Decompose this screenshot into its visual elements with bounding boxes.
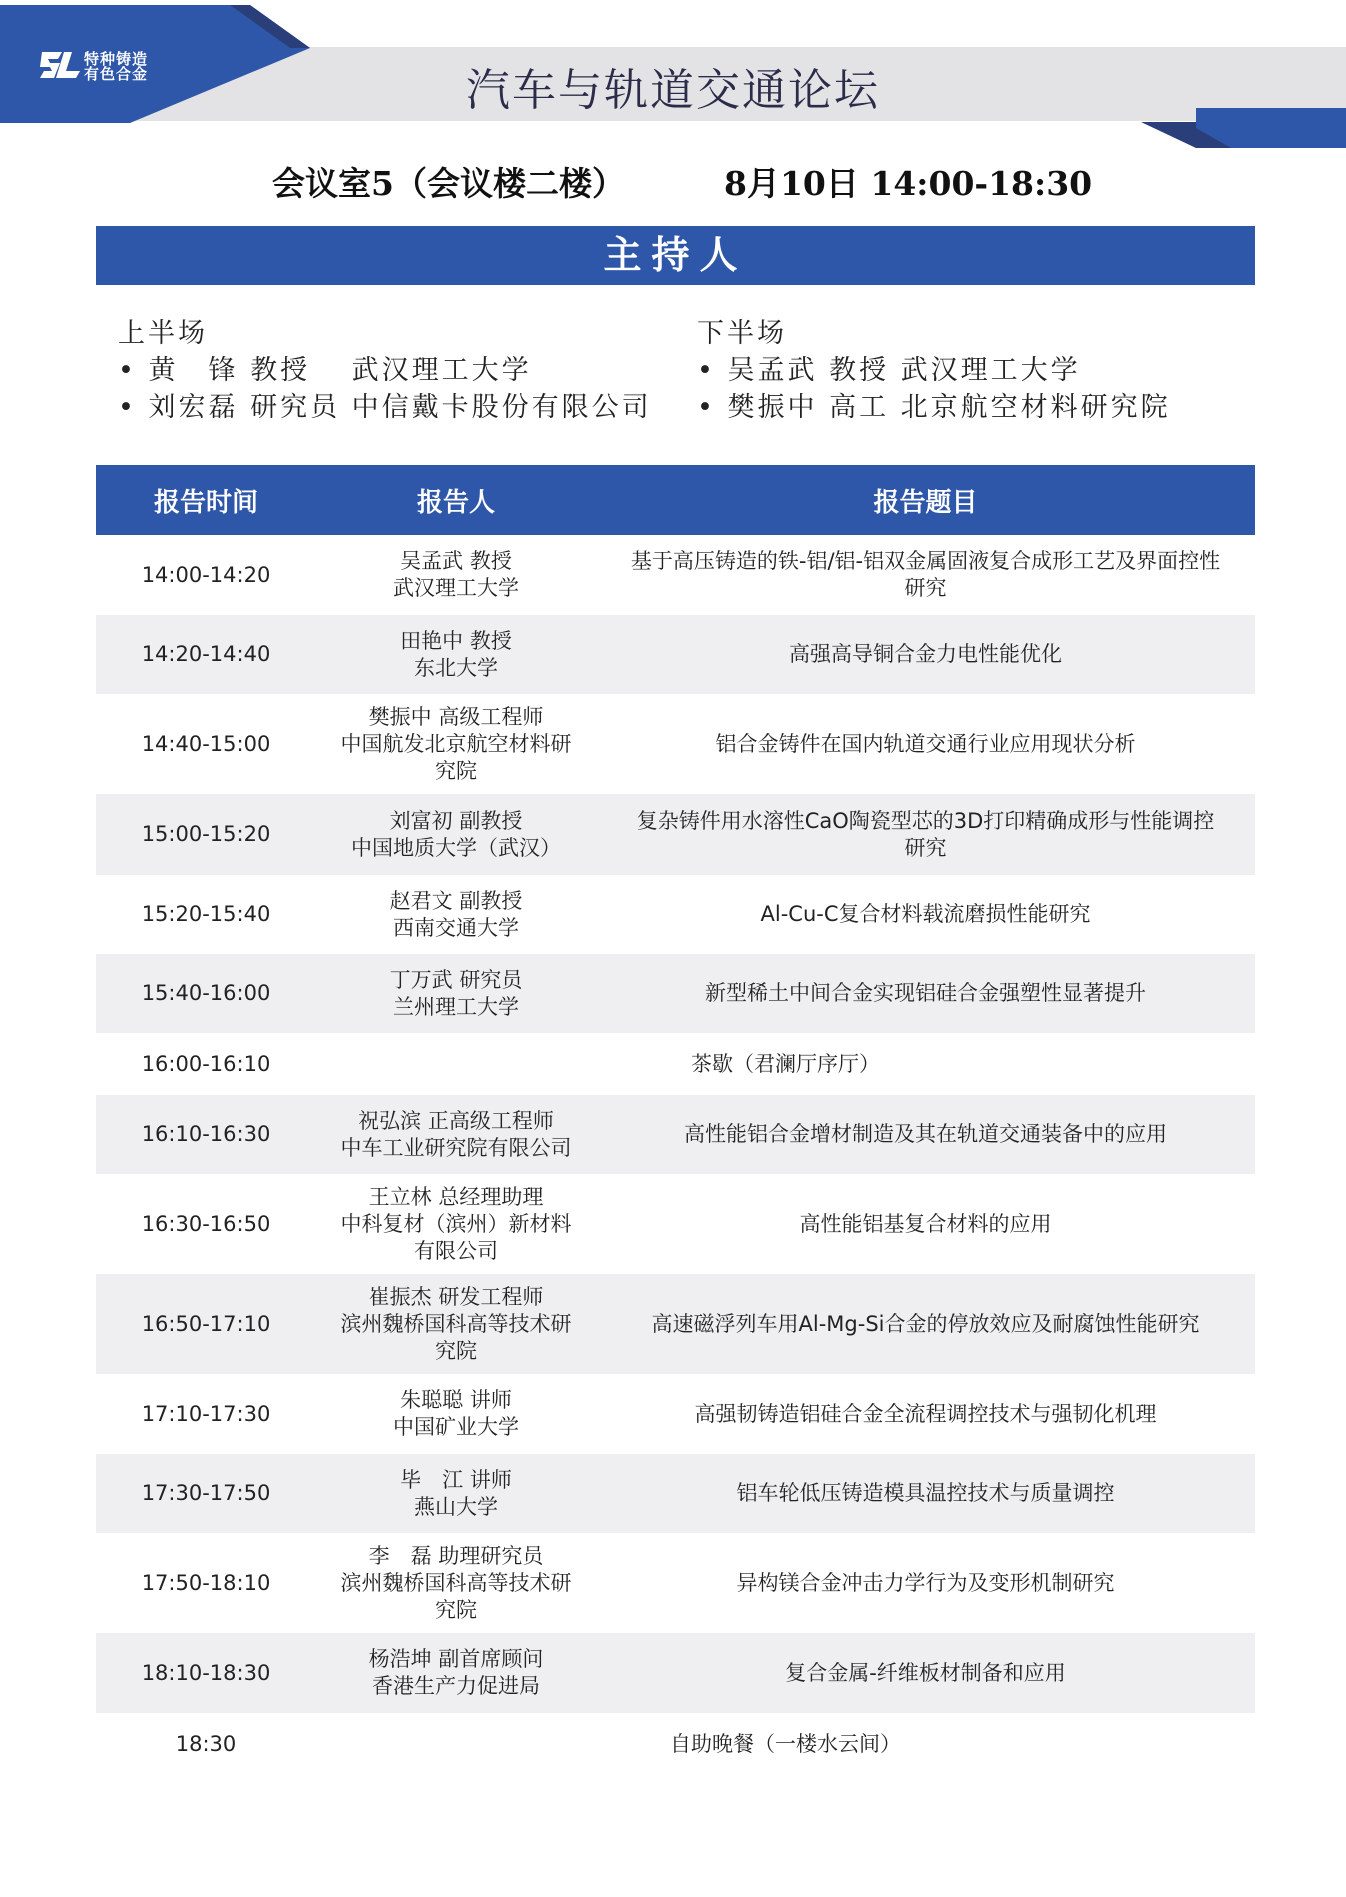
header-speaker: 报告人 (316, 465, 596, 535)
table-row (96, 875, 1255, 954)
table-row (96, 1533, 1255, 1633)
right-decoration (1141, 108, 1346, 148)
row-time: 17:50-18:10 (96, 1533, 316, 1633)
topic-line: 高强韧铸造铝硅合金全流程调控技术与强韧化机理 (694, 1401, 1157, 1426)
row-break-note (316, 1713, 1255, 1775)
schedule-table (96, 465, 1255, 1775)
row-time: 15:00-15:20 (96, 794, 316, 875)
speaker-line: 东北大学 (414, 655, 498, 680)
row-speaker (316, 694, 596, 794)
speaker-line: 吴孟武 教授 (400, 549, 512, 573)
speaker-line: 丁万武 研究员 (389, 967, 523, 992)
speaker-line: 中车工业研究院有限公司 (340, 1135, 572, 1160)
host-first-half (118, 315, 652, 426)
row-topic (596, 615, 1255, 694)
logo-line2: 有色合金 (84, 65, 149, 83)
row-topic (596, 1095, 1255, 1174)
host-entry: • 刘宏磊 研究员 中信戴卡股份有限公司 (118, 392, 652, 423)
row-speaker (316, 1274, 596, 1374)
speaker-line: 兰州理工大学 (393, 994, 519, 1019)
speaker-line: 王立林 总经理助理 (368, 1184, 544, 1209)
row-topic (596, 694, 1255, 794)
speaker-line: 香港生产力促进局 (372, 1674, 540, 1698)
host-entry: • 黄 锋 教授 武汉理工大学 (118, 355, 532, 386)
table-header-row (96, 465, 1255, 535)
forum-title: 汽车与轨道交通论坛 (466, 65, 880, 116)
speaker-line: 朱聪聪 讲师 (400, 1388, 512, 1412)
speaker-line: 武汉理工大学 (393, 576, 519, 600)
speaker-line: 田艳中 教授 (400, 628, 512, 653)
table-row (96, 1633, 1255, 1713)
row-topic (596, 1274, 1255, 1374)
session-info (0, 158, 1346, 203)
row-time: 17:10-17:30 (96, 1374, 316, 1454)
row-time: 17:30-17:50 (96, 1454, 316, 1533)
row-speaker (316, 794, 596, 875)
session-room: 会议室5（会议楼二楼） (272, 164, 625, 203)
speaker-line: 李 磊 助理研究员 (368, 1543, 544, 1568)
speaker-line: 刘富初 副教授 (389, 808, 523, 833)
row-topic (596, 875, 1255, 954)
host-title-bar: 主持人 (96, 226, 1255, 285)
row-break-note (316, 1033, 1255, 1095)
row-topic (596, 954, 1255, 1033)
row-time: 16:30-16:50 (96, 1174, 316, 1274)
row-topic (596, 1174, 1255, 1274)
row-speaker (316, 1174, 596, 1274)
topic-line: 基于高压铸造的铁-铝/铝-铝双金属固液复合成形工艺及界面控性 (630, 549, 1221, 573)
speaker-line: 毕 江 讲师 (400, 1467, 512, 1492)
host-second-half (697, 315, 1171, 426)
topic-line: 异构镁合金冲击力学行为及变形机制研究 (736, 1570, 1115, 1595)
table-row (96, 1454, 1255, 1533)
table-row (96, 1374, 1255, 1454)
row-topic (596, 1633, 1255, 1713)
speaker-line: 中国矿业大学 (393, 1415, 519, 1439)
row-topic (596, 1533, 1255, 1633)
speaker-line: 燕山大学 (414, 1494, 498, 1519)
speaker-line: 滨州魏桥国科高等技术研 (340, 1311, 572, 1336)
row-speaker (316, 615, 596, 694)
topic-line: 复杂铸件用水溶性CaO陶瓷型芯的3D打印精确成形与性能调控 (636, 808, 1215, 833)
row-time: 14:40-15:00 (96, 694, 316, 794)
table-row (96, 1033, 1255, 1095)
speaker-line: 究院 (435, 1597, 477, 1622)
row-topic (596, 535, 1255, 615)
speaker-line: 中国地质大学（武汉） (351, 835, 561, 860)
logo-line1: 特种铸造 (84, 50, 149, 68)
row-time: 14:20-14:40 (96, 615, 316, 694)
speaker-line: 有限公司 (414, 1238, 498, 1263)
topic-line: 研究 (904, 835, 947, 860)
table-row (96, 1274, 1255, 1374)
break-note-line: 自助晚餐（一楼水云间） (670, 1731, 901, 1756)
speaker-line: 崔振杰 研发工程师 (368, 1284, 544, 1309)
row-speaker (316, 1095, 596, 1174)
header-time: 报告时间 (96, 465, 316, 535)
row-time: 18:10-18:30 (96, 1633, 316, 1713)
row-topic (596, 1454, 1255, 1533)
row-speaker (316, 1374, 596, 1454)
table-row (96, 1095, 1255, 1174)
topic-line: 高速磁浮列车用Al-Mg-Si合金的停放效应及耐腐蚀性能研究 (651, 1311, 1200, 1336)
speaker-line: 中科复材（滨州）新材料 (340, 1211, 572, 1236)
row-topic (596, 1374, 1255, 1454)
host-entry: • 樊振中 高工 北京航空材料研究院 (697, 392, 1171, 423)
topic-line: 高性能铝基复合材料的应用 (799, 1211, 1052, 1236)
topic-line: 研究 (904, 576, 947, 600)
topic-line: 铝车轮低压铸造模具温控技术与质量调控 (736, 1481, 1115, 1505)
table-row (96, 1713, 1255, 1775)
break-note-line: 茶歇（君澜厅序厅） (691, 1051, 880, 1076)
row-time: 16:50-17:10 (96, 1274, 316, 1374)
row-speaker (316, 954, 596, 1033)
row-time: 18:30 (96, 1713, 316, 1775)
speaker-line: 杨浩坤 副首席顾问 (368, 1647, 544, 1671)
row-time: 16:10-16:30 (96, 1095, 316, 1174)
row-time: 15:20-15:40 (96, 875, 316, 954)
row-topic (596, 794, 1255, 875)
host-entry: • 吴孟武 教授 武汉理工大学 (697, 355, 1081, 386)
table-row (96, 694, 1255, 794)
row-time: 16:00-16:10 (96, 1033, 316, 1095)
table-row (96, 615, 1255, 694)
second-half-label: 下半场 (697, 318, 787, 349)
table-row (96, 794, 1255, 875)
speaker-line: 中国航发北京航空材料研 (340, 731, 572, 756)
table-row (96, 535, 1255, 615)
table-row (96, 1174, 1255, 1274)
row-speaker (316, 1454, 596, 1533)
topic-line: 复合金属-纤维板材制备和应用 (785, 1660, 1066, 1685)
session-datetime: 8月10日 14:00-18:30 (724, 164, 1093, 203)
schedule-body (96, 535, 1255, 1775)
speaker-line: 祝弘滨 正高级工程师 (358, 1108, 554, 1133)
topic-line: 高强高导铜合金力电性能优化 (789, 642, 1062, 666)
speaker-line: 滨州魏桥国科高等技术研 (340, 1570, 572, 1595)
row-time: 14:00-14:20 (96, 535, 316, 615)
topic-line: 铝合金铸件在国内轨道交通行业应用现状分析 (715, 731, 1136, 756)
row-speaker (316, 1533, 596, 1633)
topic-line: Al-Cu-C复合材料载流磨损性能研究 (760, 902, 1091, 926)
row-speaker (316, 535, 596, 615)
speaker-line: 樊振中 高级工程师 (368, 704, 544, 729)
speaker-line: 究院 (435, 1338, 477, 1363)
speaker-line: 究院 (435, 758, 477, 783)
row-time: 15:40-16:00 (96, 954, 316, 1033)
topic-line: 新型稀土中间合金实现铝硅合金强塑性显著提升 (705, 981, 1146, 1005)
speaker-line: 赵君文 副教授 (389, 888, 523, 913)
row-speaker (316, 1633, 596, 1713)
speaker-line: 西南交通大学 (393, 915, 519, 940)
first-half-label: 上半场 (118, 318, 208, 349)
row-speaker (316, 875, 596, 954)
table-row (96, 954, 1255, 1033)
header-topic: 报告题目 (596, 465, 1255, 535)
topic-line: 高性能铝合金增材制造及其在轨道交通装备中的应用 (684, 1122, 1167, 1146)
